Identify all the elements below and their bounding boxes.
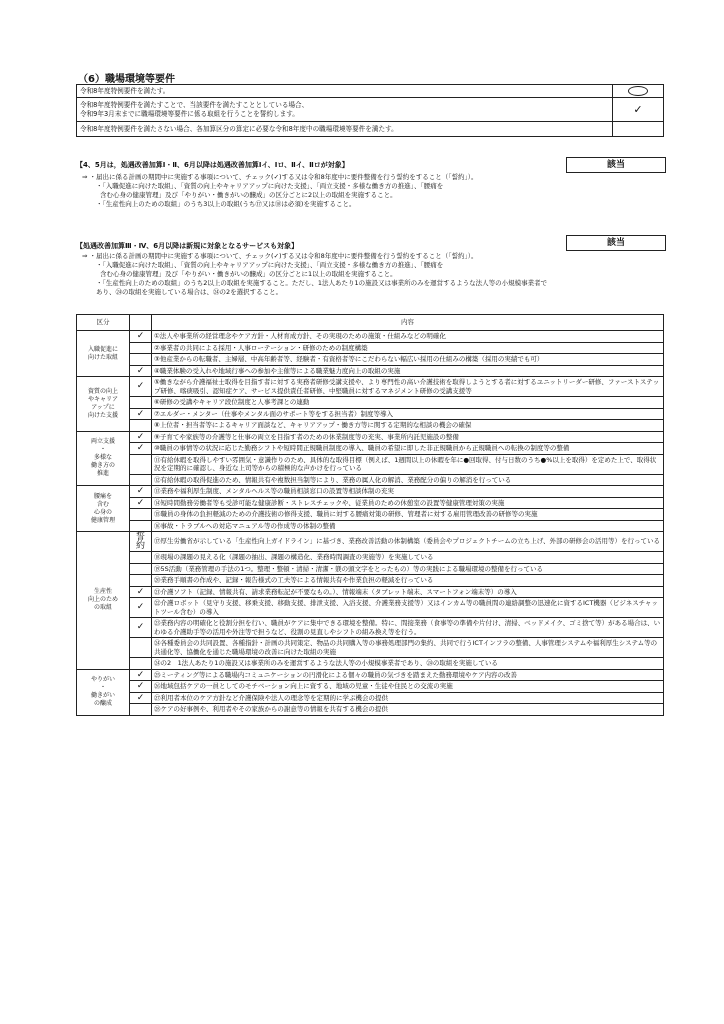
item-text: ⑩職員の事情等の状況に応じた勤務シフトや短時間正規職員制度の導入、職員の希望に即した非正規職員から正規職員への転換の制度等の整備 <box>152 443 664 455</box>
item-checkbox[interactable]: ✓ <box>130 681 152 693</box>
item-text: ㉕ミーティング等による職場内コミュニケーションの円滑化による個々の職員の気づきを踏まえた勤務環境やケア内容の改善 <box>152 669 664 681</box>
header-check <box>130 315 152 331</box>
item-checkbox[interactable]: ✓ <box>130 486 152 498</box>
item-text: ⑱現場の課題の見える化（課題の抽出、課題の構造化、業務時間調査の実施等）を実施している <box>152 552 664 564</box>
item-text: ㉑介護ソフト（記録、情報共有、請求業務転記が不要なもの。）、情報端末（タブレット端末、スマートフォン端末等）の導入 <box>152 586 664 598</box>
section1-note: ・「生産性向上のための取組」のうち3以上の取組(うち⑰又は⑱は必須)を実施すること。 <box>96 200 356 208</box>
item-text: ⑲5S活動（業務管理の手法の1つ。整理・整頓・清掃・清潔・躾の頭文字をとったもの）等の実践による職場環境の整備を行っている <box>152 563 664 575</box>
table-row <box>77 354 664 366</box>
table-row <box>77 563 664 575</box>
requirements-detail-table <box>76 314 664 716</box>
item-checkbox[interactable]: ✓ <box>130 365 152 377</box>
item-checkbox[interactable] <box>130 552 152 564</box>
requirement-checkbox[interactable] <box>613 122 664 137</box>
table-row <box>77 420 664 432</box>
category-cell: 資質の向上 やキャリア アップに 向けた支援 <box>77 377 130 432</box>
item-text: ⑦エルダー・メンター（仕事やメンタル面のサポート等をする担当者）制度等導入 <box>152 408 664 420</box>
item-checkbox[interactable]: 誓約 <box>130 532 152 552</box>
header-category: 区分 <box>77 315 130 331</box>
section1-heading: 【4、5月は，処遇改善加算Ⅰ・Ⅱ、6月以降は処遇改善加算Ⅰイ、Ⅰロ、Ⅱイ、Ⅱロが対象】 <box>76 161 349 169</box>
table-row <box>77 618 664 638</box>
item-text: ㉖地域包括ケアの一員としてのモチベーション向上に資する、地域の児童・生徒や住民との交流の実施 <box>152 681 664 693</box>
table-row <box>77 520 664 532</box>
item-checkbox[interactable] <box>130 454 152 474</box>
table-row <box>77 575 664 587</box>
table-row <box>77 454 664 474</box>
table-row <box>77 331 664 343</box>
item-text: ⑭短時間勤務労働者等も受診可能な健康診断・ストレスチェックや、従業員のための休憩室の設置等健康管理対策の実施 <box>152 497 664 509</box>
item-text: ㉗利用者本位のケア方針など介護保険や法人の理念等を定期的に学ぶ機会の提供 <box>152 692 664 704</box>
item-text: ㉒介護ロボット（見守り支援、移乗支援、移動支援、排泄支援、入浴支援、介護業務支援等）又はインカム等の職員間の連絡調整の迅速化に資するICT機器（ビジネスチャットツール含む）の導入 <box>152 598 664 618</box>
item-checkbox[interactable] <box>130 474 152 486</box>
table-row <box>77 692 664 704</box>
section2-note: 含む心身の健康管理」及び「やりがい・働きがいの醸成」の区分ごとに1以上の取組を実施すること。 <box>100 270 397 278</box>
item-checkbox[interactable] <box>130 397 152 409</box>
circle-mark-icon <box>628 86 648 96</box>
item-checkbox[interactable]: ✓ <box>130 586 152 598</box>
item-checkbox[interactable] <box>130 354 152 366</box>
requirement-table <box>76 84 664 137</box>
item-text: ㉔各種委員会の共同設置、各種指針・計画の共同策定、物品の共同購入等の事務処理部門の集約、共同で行うICTインフラの整備、人事管理システムや福利厚生システム等の共通化等、協働化を通じた職場環境の改善に向けた取組の実施 <box>152 638 664 658</box>
item-checkbox[interactable]: ✓ <box>130 692 152 704</box>
item-checkbox[interactable] <box>130 520 152 532</box>
item-text: ⑮職員の身体の負担軽減のための介護技術の修得支援、職員に対する腰痛対策の研修、管理者に対する雇用管理改善の研修等の実施 <box>152 509 664 521</box>
table-row <box>77 532 664 552</box>
table-row <box>77 486 664 498</box>
section2-note: ・「入職促進に向けた取組」、「資質の向上やキャリアアップに向けた支援」、「両立支援・多様な働き方の推進」、「腰痛を <box>96 261 444 269</box>
table-row <box>77 509 664 521</box>
item-text: ②事業者の共同による採用・人事ローテーション・研修のための制度構築 <box>152 342 664 354</box>
item-checkbox[interactable] <box>130 638 152 658</box>
item-checkbox[interactable]: ✓ <box>130 618 152 638</box>
item-text: ③他産業からの転職者、主婦層、中高年齢者等、経験者・有資格者等にこだわらない幅広い採用の仕組みの構築（採用の実績でも可） <box>152 354 664 366</box>
table-row <box>77 497 664 509</box>
section2-note: ⇒ ・届出に係る計画の期間中に実施する事項について、チェック(✓)する又は令和8年度中に要件整備を行う誓約をすること（「誓約」）。 <box>82 252 478 260</box>
table-row <box>77 397 664 409</box>
item-checkbox[interactable] <box>130 658 152 670</box>
item-text: ㉓業務内容の明確化と役割分担を行い、職員がケアに集中できる環境を整備。特に、間接業務（食事等の準備や片付け、清掃、ベッドメイク、ゴミ捨て等）がある場合は、いわゆる介護助手等の活用や外注等で担うなど、役割の見直しやシフトの組み換え等を行う。 <box>152 618 664 638</box>
requirement-checkbox[interactable] <box>613 85 664 98</box>
item-checkbox[interactable]: ✓ <box>130 377 152 397</box>
requirement-row <box>77 85 664 98</box>
requirement-text: 令和8年度特例要件を満たさない場合、各加算区分の算定に必要な令和8年度中の職場環境等要件を満たす。 <box>77 122 613 137</box>
item-text: ⑫有給休暇の取得促進のため、情報共有や複数担当制等により、業務の属人化の解消、業務配分の偏りの解消を行っている <box>152 474 664 486</box>
item-checkbox[interactable] <box>130 563 152 575</box>
table-row <box>77 598 664 618</box>
item-checkbox[interactable] <box>130 509 152 521</box>
header-content: 内容 <box>152 315 664 331</box>
category-cell: 入職促進に 向けた取組 <box>77 331 130 377</box>
item-checkbox[interactable]: ✓ <box>130 408 152 420</box>
item-text: ⑬業務や福利厚生制度、メンタルヘルス等の職員相談窓口の設置等相談体制の充実 <box>152 486 664 498</box>
item-checkbox[interactable]: ✓ <box>130 331 152 343</box>
table-row <box>77 431 664 443</box>
table-row <box>77 681 664 693</box>
requirement-text: 令和8年度特例要件を満たす。 <box>77 85 613 98</box>
table-row <box>77 377 664 397</box>
item-text: ⑪有給休暇を取得しやすい雰囲気・意識作りのため、具体的な取得目標（例えば、1週間以上の休暇を年に●回取得、付与日数のうち●%以上を取得）を定めた上で、取得状況を定期的に確認し、身近な上司等からの積極的な声かけを行っている <box>152 454 664 474</box>
requirement-text: 令和8年度特例要件を満たすことで、当該要件を満たすこととしている場合、 令和9年3月末までに職場環境等要件に係る取組を行うことを誓約します。 <box>77 98 613 122</box>
section1-note: 含む心身の健康管理」及び「やりがい・働きがいの醸成」の区分ごとに2以上の取組を実施すること。 <box>100 191 397 199</box>
category-cell: 両立支援 ・ 多様な 働き方の 推進 <box>77 431 130 486</box>
item-checkbox[interactable]: ✓ <box>130 497 152 509</box>
section-title: （6）職場環境等要件 <box>78 74 175 85</box>
table-row <box>77 408 664 420</box>
requirement-checkbox[interactable]: ✓ <box>613 98 664 122</box>
table-row <box>77 586 664 598</box>
item-text: ㉔の2 1法人あたり1の施設又は事業所のみを運営するような法人等の小規模事業者であり、㉔の取組を実施している <box>152 658 664 670</box>
table-row <box>77 443 664 455</box>
section2-note: ・「生産性向上のための取組」のうち2以上の取組を実施すること。ただし、1法人あたり1の施設又は事業所のみを運営するような法人等の小規模事業者で <box>96 279 548 287</box>
item-text: ㉘ケアの好事例や、利用者やその家族からの謝意等の情報を共有する機会の提供 <box>152 704 664 716</box>
item-text: ⑳業務手順書の作成や、記録・報告様式の工夫等による情報共有や作業負担の軽減を行っている <box>152 575 664 587</box>
item-text: ⑤働きながら介護福祉士取得を目指す者に対する実務者研修受講支援や、より専門性の高い介護技術を取得しようとする者に対するユニットリーダー研修、ファーストステップ研修、喀痰吸引、認知症ケア、サービス提供責任者研修、中堅職員に対するマネジメント研修の受講支援等 <box>152 377 664 397</box>
item-checkbox[interactable]: ✓ <box>130 598 152 618</box>
item-checkbox[interactable] <box>130 342 152 354</box>
category-cell: 生産性 向上のため の取組 <box>77 532 130 670</box>
section1-note: ⇒ ・届出に係る計画の期間中に実施する事項について、チェック(✓)する又は令和8年度中に要件整備を行う誓約をすること（「誓約」）。 <box>82 173 478 181</box>
table-header-row <box>77 315 664 331</box>
item-checkbox[interactable] <box>130 420 152 432</box>
section2-note: あり、㉔の取組を実施している場合は、㉔の2を選択すること。 <box>96 288 283 296</box>
section2-badge[interactable]: 該当 <box>566 235 666 251</box>
table-row <box>77 342 664 354</box>
section1-badge[interactable]: 該当 <box>566 157 666 173</box>
requirement-row <box>77 122 664 137</box>
requirement-row <box>77 98 664 122</box>
table-row <box>77 474 664 486</box>
table-row <box>77 365 664 377</box>
item-checkbox[interactable]: ✓ <box>130 443 152 455</box>
category-cell: 腰痛を 含む 心身の 健康管理 <box>77 486 130 532</box>
category-cell: やりがい ・ 働きがい の醸成 <box>77 669 130 715</box>
item-checkbox[interactable]: ✓ <box>130 431 152 443</box>
item-text: ⑨子育てや家族等の介護等と仕事の両立を目指す者のための休業制度等の充実、事業所内託児施設の整備 <box>152 431 664 443</box>
item-text: ⑧上位者・担当者等によるキャリア面談など、キャリアアップ・働き方等に関する定期的な相談の機会の確保 <box>152 420 664 432</box>
item-checkbox[interactable] <box>130 704 152 716</box>
item-text: ①法人や事業所の経営理念やケア方針・人材育成方針、その実現のための施策・仕組みなどの明確化 <box>152 331 664 343</box>
section1-note: ・「入職促進に向けた取組」、「資質の向上やキャリアアップに向けた支援」、「両立支援・多様な働き方の推進」、「腰痛を <box>96 182 444 190</box>
table-row <box>77 669 664 681</box>
table-row <box>77 704 664 716</box>
item-checkbox[interactable]: ✓ <box>130 669 152 681</box>
item-text: ⑰厚生労働省が示している「生産性向上ガイドライン」に基づき、業務改善活動の体制構築（委員会やプロジェクトチームの立ち上げ、外部の研修会の活用等）を行っている <box>152 532 664 552</box>
item-text: ④職業体験の受入れや地域行事への参加や主催等による職業魅力度向上の取組の実施 <box>152 365 664 377</box>
item-text: ⑥研修の受講やキャリア段位制度と人事考課との連動 <box>152 397 664 409</box>
item-checkbox[interactable] <box>130 575 152 587</box>
table-row <box>77 658 664 670</box>
table-row <box>77 638 664 658</box>
table-row <box>77 552 664 564</box>
section2-heading: 【処遇改善加算Ⅲ・Ⅳ、6月以降は新規に対象となるサービスも対象】 <box>76 242 299 250</box>
item-text: ⑯事故・トラブルへの対応マニュアル等の作成等の体制の整備 <box>152 520 664 532</box>
